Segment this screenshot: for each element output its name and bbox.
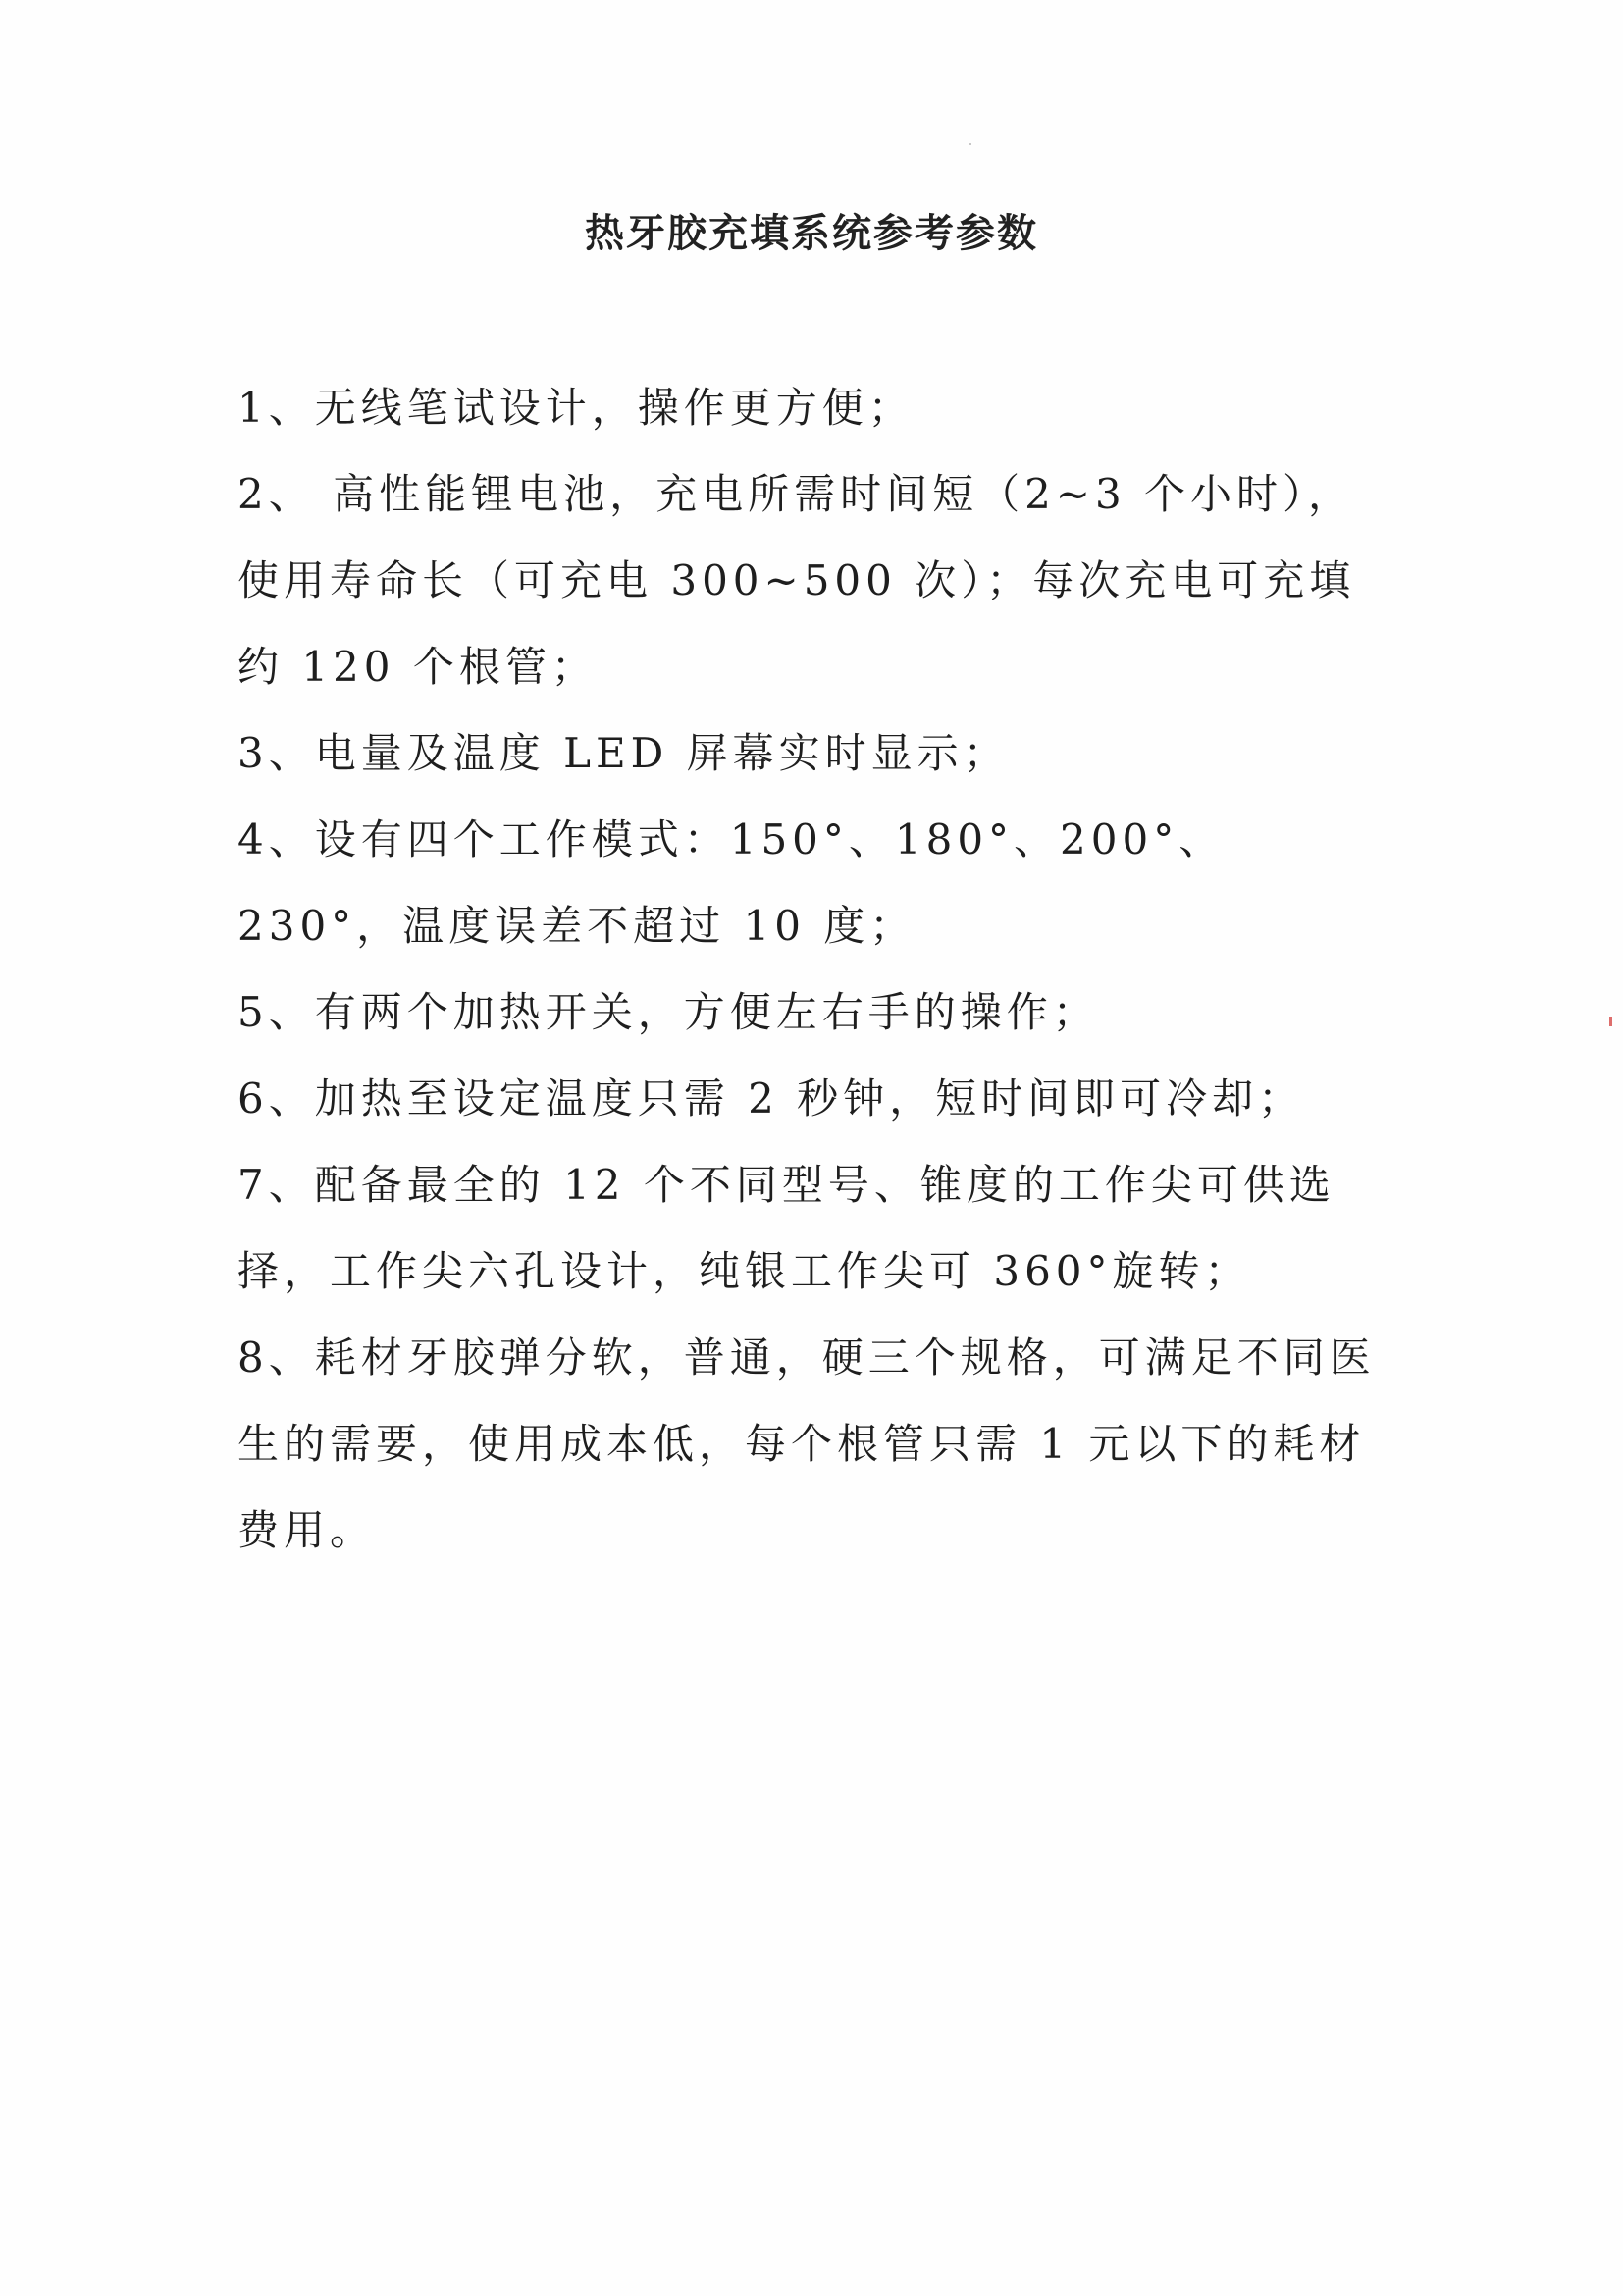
parameter-item-4: 4、设有四个工作模式：150°、180°、200°、230°，温度误差不超过 10 度； bbox=[237, 815, 1226, 950]
scan-speck bbox=[969, 143, 971, 145]
parameter-item-8: 8、耗材牙胶弹分软，普通，硬三个规格，可满足不同医生的需要，使用成本低，每个根管只需 1 元以下的耗材费用。 bbox=[237, 1333, 1376, 1554]
parameter-item-7: 7、配备最全的 12 个不同型号、锥度的工作尖可供选择，工作尖六孔设计，纯银工作尖可 360°旋转； bbox=[237, 1161, 1335, 1295]
parameter-item-2: 2、 高性能锂电池，充电所需时间短（2~3 个小时），使用寿命长（可充电 300~500 次）；每次充电可充填约 120 个根管； bbox=[237, 470, 1356, 691]
parameter-list bbox=[237, 365, 1386, 1574]
parameter-item-5: 5、有两个加热开关，方便左右手的操作； bbox=[237, 988, 1099, 1036]
document-title: 热牙胶充填系统参考参数 bbox=[585, 211, 1038, 256]
parameter-item-6: 6、加热至设定温度只需 2 秒钟，短时间即可冷却； bbox=[237, 1074, 1305, 1122]
scan-edge-mark bbox=[1609, 1017, 1612, 1026]
parameter-item-1: 1、无线笔试设计，操作更方便； bbox=[237, 384, 915, 432]
parameter-item-3: 3、电量及温度 LED 屏幕实时显示； bbox=[237, 729, 1010, 777]
